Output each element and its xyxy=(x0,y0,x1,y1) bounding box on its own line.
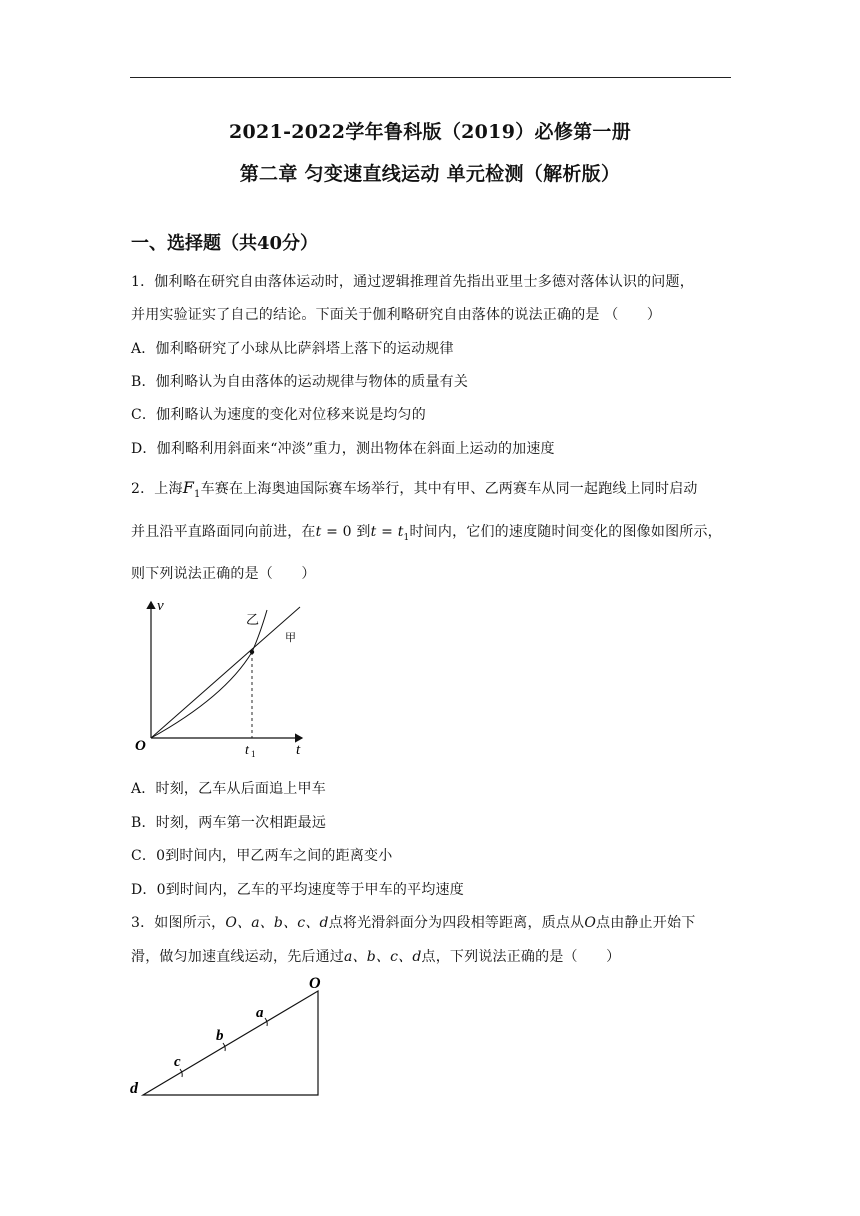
q3-stem-line2: 滑，做匀加速直线运动，先后通过a、b、c、d点，下列说法正确的是（ ） xyxy=(131,949,621,965)
q1-option-d: D．伽利略利用斜面来“冲淡”重力，测出物体在斜面上运动的加速度 xyxy=(131,441,555,457)
t1-tick-sub: 1 xyxy=(251,749,256,759)
q2-stem-line2: 并且沿平直路面同向前进，在t = 0 到$t = t_1$时间内，它们的速度随时间变化的图像如图所示， xyxy=(131,524,722,543)
curve-yi-label: 乙 xyxy=(246,612,260,627)
curve-jia xyxy=(151,607,300,738)
t-axis-label: t xyxy=(296,742,301,758)
q1-option-c: C．伽利略认为速度的变化对位移来说是均匀的 xyxy=(131,407,426,423)
q2-stem-line3: 则下列说法正确的是（ ） xyxy=(131,566,316,582)
incline-triangle xyxy=(143,991,318,1095)
point-d-label: d xyxy=(130,1080,138,1097)
q1-stem-line2: 并用实验证实了自己的结论。下面关于伽利略研究自由落体的说法正确的是 （ ） xyxy=(131,307,662,323)
origin-label: O xyxy=(135,738,146,754)
point-a-label: a xyxy=(256,1005,264,1021)
incline-figure xyxy=(128,975,333,1105)
intersection-point xyxy=(250,650,254,654)
page-subtitle: 第二章 匀变速直线运动 单元检测（解析版） xyxy=(239,163,621,185)
page-title: 2021-2022学年鲁科版（2019）必修第一册 xyxy=(228,121,632,143)
q2-option-a: A．时刻，乙车从后面追上甲车 xyxy=(131,781,326,797)
velocity-time-graph xyxy=(130,592,320,762)
curve-yi xyxy=(151,610,267,738)
point-c-label: c xyxy=(174,1054,181,1070)
section-heading: 一、选择题（共40分） xyxy=(131,233,319,254)
q1-stem-line1: 1．伽利略在研究自由落体运动时，通过逻辑推理首先指出亚里士多德对落体认识的问题， xyxy=(131,274,694,290)
q2-option-d: D．0到时间内，乙车的平均速度等于甲车的平均速度 xyxy=(131,882,464,898)
q1-option-b: B．伽利略认为自由落体的运动规律与物体的质量有关 xyxy=(131,374,469,390)
v-axis-label: v xyxy=(157,598,164,614)
q1-option-a: A．伽利略研究了小球从比萨斜塔上落下的运动规律 xyxy=(131,341,454,357)
curve-jia-label: 甲 xyxy=(285,632,296,644)
point-b-label: b xyxy=(216,1028,224,1044)
t1-tick-label: t xyxy=(245,743,249,758)
q2-option-b: B．时刻，两车第一次相距最远 xyxy=(131,815,327,831)
q2-stem-line1: 2．上海$F_1$车赛在上海奥迪国际赛车场举行，其中有甲、乙两赛车从同一起跑线上同时启动 xyxy=(131,478,698,500)
q2-option-c: C．0到时间内，甲乙两车之间的距离变小 xyxy=(131,848,393,864)
header-rule xyxy=(130,77,731,78)
q3-stem-line1: 3．如图所示，O、a、b、c、d点将光滑斜面分为四段相等距离，质点从O点由静止开始下 xyxy=(131,915,696,931)
point-o-label: O xyxy=(309,975,321,992)
